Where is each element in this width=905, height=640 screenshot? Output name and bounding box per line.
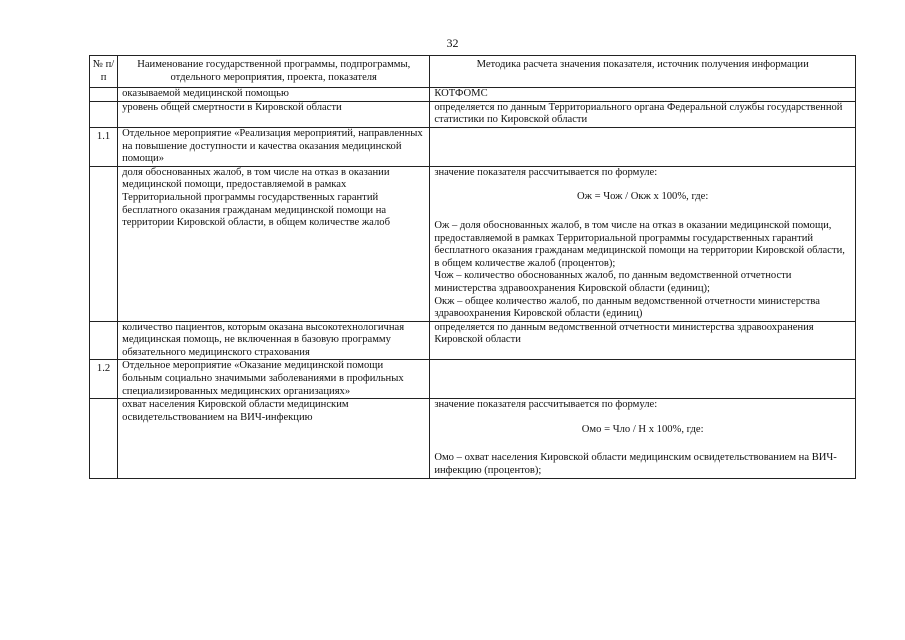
row-name: охват населения Кировской области медицинским освидетельствованием на ВИЧ-инфекцию xyxy=(118,399,430,478)
table-row xyxy=(90,166,856,321)
row-num xyxy=(90,101,118,127)
row-name: количество пациентов, которым оказана высокотехнологичная медицинская помощь, не включенная в базовую программу обязательного медицинского страхования xyxy=(118,321,430,360)
method-definition: Омо – охват населения Кировской области медицинским освидетельствованием на ВИЧ-инфекцию (процентов); xyxy=(434,452,837,477)
row-num xyxy=(90,88,118,102)
page-number: 32 xyxy=(446,36,459,50)
row-num: 1.2 xyxy=(90,360,118,399)
indicator-table xyxy=(89,55,856,479)
row-name: доля обоснованных жалоб, в том числе на отказ в оказании медицинской помощи, предоставляемой в рамках Территориальной программы государственных гарантий бесплатного оказания гражданам медицинской помощи на территории Кировской области, в общем количестве жалоб xyxy=(118,166,430,321)
row-method xyxy=(430,166,856,321)
table-row xyxy=(90,101,856,127)
row-name: оказываемой медицинской помощью xyxy=(118,88,430,102)
method-definition: Ож – доля обоснованных жалоб, в том числе на отказ в оказании медицинской помощи, предоставляемой в рамках Территориальной программы государственных гарантий бесплатного оказания гражданам медицинской помощи на территории Кировской области, в общем количестве жалоб (процентов); xyxy=(434,219,845,269)
method-definition: Чож – количество обоснованных жалоб, по данным ведомственной отчетности министерства здравоохранения Кировской области (единиц); xyxy=(434,270,792,294)
method-definition: Окж – общее количество жалоб, по данным ведомственной отчетности министерства здравоохранения Кировской области (единиц) xyxy=(434,295,820,320)
row-name: Отдельное мероприятие «Оказание медицинской помощи больным социально значимыми заболеваниями в профильных специализированных медицинских организациях» xyxy=(118,360,430,399)
method-formula: Ож = Чож / Окж х 100%, где: xyxy=(577,191,709,203)
row-name: Отдельное мероприятие «Реализация мероприятий, направленных на повышение доступности и качества оказания медицинской помощи» xyxy=(118,127,430,166)
row-num xyxy=(90,321,118,360)
row-method xyxy=(430,360,856,399)
row-method: определяется по данным ведомственной отчетности министерства здравоохранения Кировской области xyxy=(430,321,856,360)
method-formula: Омо = Чло / Н х 100%, где: xyxy=(581,423,704,435)
table-header-row xyxy=(90,56,856,88)
table-row xyxy=(90,399,856,478)
row-num xyxy=(90,166,118,321)
table-row xyxy=(90,360,856,399)
row-method xyxy=(430,127,856,166)
row-method xyxy=(430,399,856,478)
row-num: 1.1 xyxy=(90,127,118,166)
row-method: КОТФОМС xyxy=(430,88,856,102)
row-method: определяется по данным Территориального органа Федеральной службы государственной статистики по Кировской области xyxy=(430,101,856,127)
row-num xyxy=(90,399,118,478)
row-name: уровень общей смертности в Кировской области xyxy=(118,101,430,127)
header-name: Наименование государственной программы, подпрограммы, отдельного мероприятия, проекта, показателя xyxy=(118,56,430,88)
table-row xyxy=(90,321,856,360)
method-intro: значение показателя рассчитывается по формуле: xyxy=(434,399,658,411)
table-row xyxy=(90,127,856,166)
header-method: Методика расчета значения показателя, источник получения информации xyxy=(430,56,856,88)
method-intro: значение показателя рассчитывается по формуле: xyxy=(434,166,658,178)
table-row xyxy=(90,88,856,102)
header-num: № п/п xyxy=(90,56,118,88)
